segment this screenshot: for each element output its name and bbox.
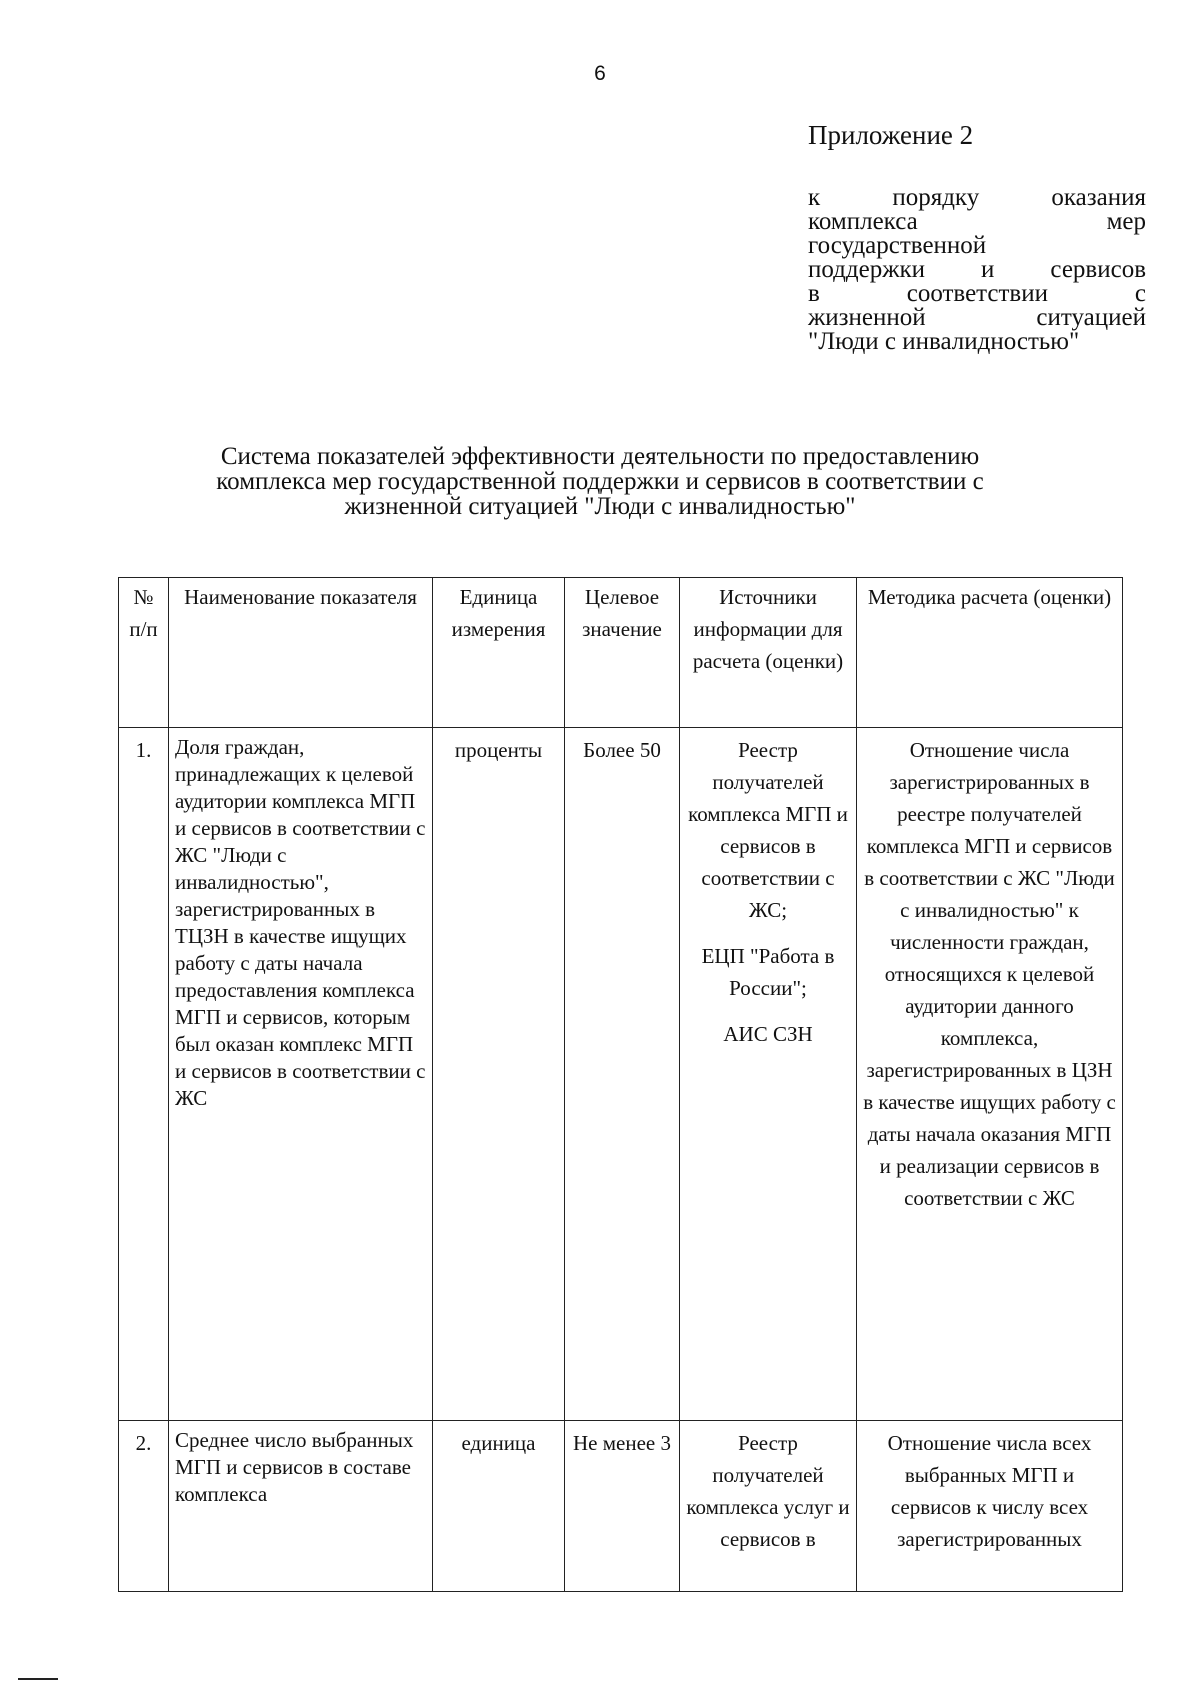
row-sources	[680, 728, 857, 1421]
appendix-line: комплекса мер	[808, 208, 1146, 235]
page-number: 6	[594, 62, 606, 85]
source-item: Реестр получателей комплекса услуг и сервисов в	[686, 1431, 850, 1551]
document-title	[150, 444, 1050, 519]
header-number: № п/п	[119, 578, 169, 728]
header-indicator-name: Наименование показателя	[169, 578, 433, 728]
row-target-value: Более 50	[565, 728, 680, 1421]
row-number: 2.	[119, 1421, 169, 1592]
appendix-line: поддержки и сервисов	[808, 256, 1146, 283]
row-method: Отношение числа всех выбранных МГП и сервисов к числу всех зарегистрированных	[857, 1421, 1123, 1592]
table-row	[119, 728, 1123, 1421]
header-unit: Единица измерения	[433, 578, 565, 728]
row-method: Отношение числа зарегистрированных в реестре получателей комплекса МГП и сервисов в соответствии с ЖС "Люди с инвалидностью" к численности граждан, относящихся к целевой аудитории данного комплекса, зарегистрированных в ЦЗН в качестве ищущих работу с даты начала оказания МГП и реализации сервисов в соответствии с ЖС	[857, 728, 1123, 1421]
table-header-row	[119, 578, 1123, 728]
row-indicator-name: Доля граждан, принадлежащих к целевой аудитории комплекса МГП и сервисов в соответствии с ЖС "Люди с инвалидностью", зарегистрированных в ТЦЗН в качестве ищущих работу с даты начала предоставления комплекса МГП и сервисов, которым был оказан комплекс МГП и сервисов в соответствии с ЖС	[169, 728, 433, 1421]
document-title-line: жизненной ситуацией "Люди с инвалидностью"	[344, 493, 856, 520]
document-title-line: комплекса мер государственной поддержки и сервисов в соответствии с	[216, 468, 984, 495]
row-target-value: Не менее 3	[565, 1421, 680, 1592]
header-sources: Источники информации для расчета (оценки)	[680, 578, 857, 728]
scan-mark	[18, 1678, 58, 1680]
row-number: 1.	[119, 728, 169, 1421]
document-title-line: Система показателей эффективности деятельности по предоставлению	[220, 443, 980, 470]
appendix-line: государственной	[808, 232, 987, 259]
row-indicator-name: Среднее число выбранных МГП и сервисов в составе комплекса	[169, 1421, 433, 1592]
appendix-line: "Люди с инвалидностью"	[808, 328, 1080, 355]
indicators-table	[118, 577, 1123, 1592]
appendix-line: к порядку оказания	[808, 184, 1146, 211]
appendix-subtitle	[808, 186, 1146, 354]
row-sources	[680, 1421, 857, 1592]
source-item: АИС СЗН	[723, 1022, 813, 1046]
source-item: Реестр получателей комплекса МГП и сервисов в соответствии с ЖС;	[688, 738, 848, 922]
source-item: ЕЦП "Работа в России";	[701, 944, 835, 1000]
row-unit: единица	[433, 1421, 565, 1592]
row-unit: проценты	[433, 728, 565, 1421]
appendix-title: Приложение 2	[808, 120, 974, 150]
table-row	[119, 1421, 1123, 1592]
appendix-line: жизненной ситуацией	[808, 304, 1146, 331]
header-method: Методика расчета (оценки)	[857, 578, 1123, 728]
header-target-value: Целевое значение	[565, 578, 680, 728]
appendix-line: в соответствии с	[808, 280, 1146, 307]
